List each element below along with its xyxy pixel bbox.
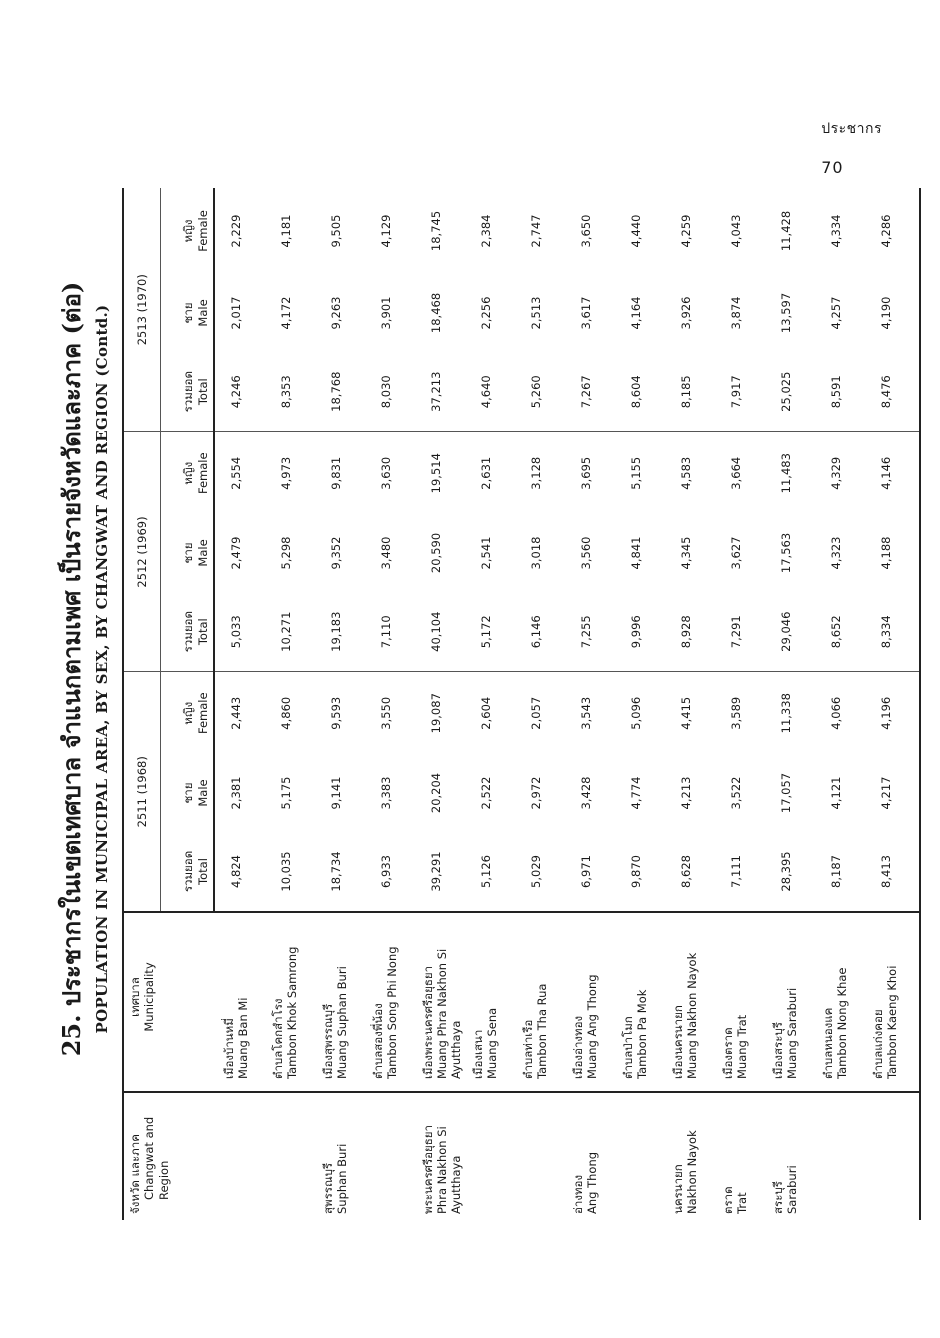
value-cell-female: 18,745: [429, 210, 443, 252]
value-cell-total: 9,870: [629, 855, 643, 888]
value-cell-male: 20,204: [429, 772, 443, 814]
value-cell-female: 4,329: [819, 432, 869, 514]
changwat-cell: [569, 1092, 619, 1220]
changwat-thai: พระนครศรีอยุธยา: [421, 1124, 435, 1214]
value-cell-male: 4,172: [279, 296, 293, 330]
header-female: หญิง Female: [161, 672, 215, 754]
title-number: 25.: [57, 1014, 86, 1057]
value-cell-female: 4,440: [629, 214, 643, 248]
value-cell-total: 4,824: [229, 855, 243, 888]
value-cell-female: 3,664: [719, 432, 769, 514]
municipality-cell: [214, 912, 269, 1092]
value-cell-male: 2,522: [479, 776, 493, 810]
municipality-cell: [469, 912, 519, 1092]
municipality-english: Muang Saraburi: [785, 987, 800, 1079]
header-year-2513: 2513 (1970): [123, 188, 161, 432]
value-cell-male: 4,841: [629, 536, 643, 570]
changwat-cell: [319, 1092, 369, 1220]
municipality-english: Muang Sena: [485, 1007, 500, 1079]
value-cell-female: 3,630: [369, 432, 419, 514]
header-male: ชาย Male: [161, 514, 215, 592]
municipality-english: Muang Nakhon Nayok: [685, 952, 700, 1079]
header-male: ชาย Male: [161, 754, 215, 832]
municipality-cell: [269, 912, 319, 1092]
value-cell-female: 4,146: [869, 432, 920, 514]
value-cell-total: 25,025: [779, 371, 793, 412]
value-cell-male: 4,257: [829, 296, 843, 330]
value-cell-male: 9,141: [329, 776, 343, 810]
value-cell-male: 4,217: [879, 776, 893, 810]
municipality-thai: เมืองนครนายก: [671, 1005, 685, 1079]
value-cell-female: 2,747: [529, 214, 543, 248]
municipality-thai: ตำบลสองพี่น้อง: [371, 1003, 385, 1079]
municipality-thai: ตำบลหนองแค: [821, 1007, 835, 1079]
value-cell-female: 5,155: [619, 432, 669, 514]
value-cell-female: 11,483: [769, 432, 819, 514]
value-cell-male: 4,213: [679, 776, 693, 810]
header-total: รวมยอด Total: [161, 592, 215, 672]
municipality-cell: [719, 912, 769, 1092]
municipality-thai: ตำบลป่าโมก: [621, 1016, 635, 1079]
municipality-english: Muang Phra Nakhon Si Ayutthaya: [435, 948, 464, 1079]
table-title: [52, 0, 111, 1338]
municipality-cell: [819, 912, 869, 1092]
header-total: รวมยอด Total: [161, 352, 215, 432]
value-cell-total: 8,187: [829, 855, 843, 888]
value-cell-female: 9,593: [319, 672, 369, 754]
municipality-english: Tambon Khok Samrong: [285, 946, 300, 1079]
title-thai: ประชากรในเขตเทศบาล จำแนกตามเพศ เป็นรายจังหวัดและภาค (ต่อ): [57, 281, 86, 1007]
value-cell-male: 3,926: [679, 296, 693, 330]
changwat-cell: [669, 1092, 719, 1220]
value-cell-female: 19,087: [419, 672, 469, 754]
value-cell-male: 18,468: [429, 292, 443, 334]
value-cell-total: 6,146: [529, 615, 543, 649]
value-cell-female: 9,505: [329, 214, 343, 248]
value-cell-total: 8,413: [879, 855, 893, 888]
value-cell-male: 2,479: [229, 536, 243, 570]
value-cell-total: 7,917: [729, 375, 743, 409]
value-cell-male: 9,352: [329, 536, 343, 570]
municipality-cell: [769, 912, 819, 1092]
value-cell-total: 4,246: [229, 375, 243, 409]
changwat-cell: [214, 1092, 269, 1220]
value-cell-male: 4,164: [629, 296, 643, 330]
municipality-thai: เมืองตราด: [721, 1027, 735, 1079]
municipality-thai: เมืองสุพรรณบุรี: [321, 1003, 335, 1079]
header-municipality: เทศบาล Municipality: [123, 912, 214, 1092]
header-total: รวมยอด Total: [161, 832, 215, 912]
changwat-cell: [419, 1092, 469, 1220]
value-cell-male: 2,017: [229, 296, 243, 330]
value-cell-female: 2,631: [469, 432, 519, 514]
value-cell-female: 3,695: [569, 432, 619, 514]
table-row: [869, 188, 920, 1220]
value-cell-male: 5,175: [279, 776, 293, 810]
value-cell-total: 5,172: [479, 615, 493, 649]
municipality-english: Muang Trat: [735, 1014, 750, 1079]
changwat-cell: [719, 1092, 769, 1220]
changwat-thai: สุพรรณบุรี: [321, 1162, 335, 1214]
table-row: [469, 188, 519, 1220]
title-english: POPULATION IN MUNICIPAL AREA, BY SEX, BY CHANGWAT AND REGION (Contd.): [93, 304, 111, 1034]
value-cell-male: 13,597: [779, 292, 793, 334]
page-number: 70: [821, 158, 844, 177]
table-row: [419, 188, 469, 1220]
value-cell-female: 2,057: [519, 672, 569, 754]
value-cell-total: 19,183: [329, 611, 343, 652]
municipality-thai: ตำบลโคกสำโรง: [271, 998, 285, 1079]
municipality-cell: [319, 912, 369, 1092]
value-cell-total: 8,591: [829, 375, 843, 409]
value-cell-male: 4,774: [629, 776, 643, 810]
value-cell-female: 19,514: [419, 432, 469, 514]
value-cell-female: 2,229: [229, 214, 243, 248]
value-cell-male: 3,627: [729, 536, 743, 570]
value-cell-female: 4,583: [669, 432, 719, 514]
value-cell-total: 8,476: [879, 375, 893, 409]
table-row: [719, 188, 769, 1220]
value-cell-total: 6,971: [579, 855, 593, 888]
value-cell-male: 20,590: [429, 532, 443, 574]
table-row: [319, 188, 369, 1220]
value-cell-female: 4,043: [729, 214, 743, 248]
value-cell-total: 7,110: [379, 615, 393, 649]
changwat-english: Saraburi: [785, 1165, 800, 1214]
changwat-thai: นครนายก: [671, 1164, 685, 1214]
table-row: [369, 188, 419, 1220]
table-row: [819, 188, 869, 1220]
value-cell-female: 9,831: [319, 432, 369, 514]
value-cell-total: 8,928: [679, 615, 693, 649]
changwat-english: Ang Thong: [585, 1151, 600, 1214]
value-cell-total: 7,255: [579, 615, 593, 649]
value-cell-female: 3,650: [579, 214, 593, 248]
municipality-thai: ตำบลแก่งคอย: [871, 1009, 885, 1079]
value-cell-female: 3,589: [719, 672, 769, 754]
changwat-cell: [369, 1092, 419, 1220]
table-row: [669, 188, 719, 1220]
value-cell-total: 37,213: [429, 371, 443, 412]
value-cell-male: 3,522: [729, 776, 743, 810]
value-cell-total: 10,271: [279, 611, 293, 652]
value-cell-female: 4,334: [829, 214, 843, 248]
changwat-cell: [269, 1092, 319, 1220]
changwat-thai: ตราด: [721, 1186, 735, 1214]
header-female: หญิง Female: [161, 432, 215, 514]
value-cell-total: 5,126: [479, 855, 493, 888]
value-cell-total: 8,353: [279, 375, 293, 409]
municipality-english: Muang Suphan Buri: [335, 966, 350, 1079]
value-cell-total: 7,291: [729, 615, 743, 649]
header-year-2512: 2512 (1969): [123, 432, 161, 672]
changwat-english: Suphan Buri: [335, 1143, 350, 1214]
municipality-cell: [369, 912, 419, 1092]
value-cell-total: 18,768: [329, 371, 343, 412]
value-cell-female: 4,286: [879, 214, 893, 248]
value-cell-male: 3,901: [379, 296, 393, 330]
changwat-cell: [869, 1092, 920, 1220]
value-cell-male: 5,298: [279, 536, 293, 570]
header-changwat: จังหวัด และภาค Changwat and Region: [123, 1092, 214, 1220]
population-table: [122, 188, 921, 1220]
value-cell-total: 40,104: [429, 611, 443, 652]
value-cell-male: 4,121: [829, 776, 843, 810]
municipality-english: Muang Ban Mi: [236, 997, 251, 1079]
value-cell-female: 5,096: [619, 672, 669, 754]
value-cell-male: 17,057: [779, 772, 793, 814]
municipality-cell: [669, 912, 719, 1092]
municipality-english: Tambon Nong Khae: [835, 967, 850, 1079]
table-row: [569, 188, 619, 1220]
value-cell-male: 4,323: [829, 536, 843, 570]
value-cell-total: 8,185: [679, 375, 693, 409]
value-cell-female: 2,604: [469, 672, 519, 754]
value-cell-male: 2,513: [529, 296, 543, 330]
changwat-english: Trat: [735, 1192, 750, 1214]
table-row: [619, 188, 669, 1220]
changwat-cell: [469, 1092, 519, 1220]
value-cell-female: 4,066: [819, 672, 869, 754]
municipality-thai: เมืองบ้านหมี่: [222, 1018, 236, 1079]
value-cell-female: 11,428: [779, 210, 793, 252]
municipality-thai: เมืองอ่างทอง: [571, 1015, 585, 1079]
value-cell-female: 4,181: [279, 214, 293, 248]
value-cell-total: 7,111: [729, 855, 743, 888]
value-cell-male: 3,874: [729, 296, 743, 330]
municipality-english: Tambon Pa Mok: [635, 989, 650, 1079]
value-cell-female: 4,860: [269, 672, 319, 754]
municipality-cell: [569, 912, 619, 1092]
table-row: [769, 188, 819, 1220]
municipality-english: Tambon Tha Rua: [535, 983, 550, 1079]
value-cell-total: 39,291: [429, 851, 443, 892]
value-cell-female: 2,443: [214, 672, 269, 754]
header-female: หญิง Female: [161, 188, 215, 274]
value-cell-total: 8,604: [629, 375, 643, 409]
value-cell-total: 8,652: [829, 615, 843, 649]
value-cell-male: 3,480: [379, 536, 393, 570]
value-cell-total: 10,035: [279, 851, 293, 892]
value-cell-total: 5,260: [529, 375, 543, 409]
header-year-2511: 2511 (1968): [123, 672, 161, 912]
value-cell-female: 4,973: [269, 432, 319, 514]
value-cell-female: 4,415: [669, 672, 719, 754]
municipality-cell: [519, 912, 569, 1092]
municipality-cell: [419, 912, 469, 1092]
changwat-english: Nakhon Nayok: [685, 1130, 700, 1214]
municipality-cell: [869, 912, 920, 1092]
municipality-english: Tambon Kaeng Khoi: [885, 965, 900, 1079]
municipality-thai: เมืองเสนา: [471, 1029, 485, 1079]
value-cell-total: 5,033: [229, 615, 243, 649]
value-cell-male: 2,541: [479, 536, 493, 570]
municipality-thai: ตำบลท่าเรือ: [521, 1019, 535, 1079]
value-cell-female: 4,196: [869, 672, 920, 754]
table-row: [214, 188, 269, 1220]
value-cell-female: 2,554: [214, 432, 269, 514]
table-row: [519, 188, 569, 1220]
changwat-cell: [769, 1092, 819, 1220]
value-cell-total: 29,046: [779, 611, 793, 652]
value-cell-total: 4,640: [479, 375, 493, 409]
value-cell-male: 2,381: [229, 776, 243, 810]
value-cell-male: 9,263: [329, 296, 343, 330]
value-cell-total: 18,734: [329, 851, 343, 892]
value-cell-male: 3,560: [579, 536, 593, 570]
changwat-cell: [619, 1092, 669, 1220]
municipality-cell: [619, 912, 669, 1092]
value-cell-male: 3,383: [379, 776, 393, 810]
changwat-thai: สระบุรี: [771, 1181, 785, 1214]
value-cell-total: 6,933: [379, 855, 393, 888]
table-row: [269, 188, 319, 1220]
value-cell-total: 28,395: [779, 851, 793, 892]
value-cell-male: 3,428: [579, 776, 593, 810]
value-cell-total: 5,029: [529, 855, 543, 888]
municipality-english: Tambon Song Phi Nong: [385, 946, 400, 1079]
value-cell-female: 3,550: [369, 672, 419, 754]
value-cell-female: 4,129: [379, 214, 393, 248]
value-cell-total: 9,996: [629, 615, 643, 649]
municipality-thai: เมืองสระบุรี: [771, 1022, 785, 1079]
value-cell-female: 11,338: [769, 672, 819, 754]
value-cell-female: 4,259: [679, 214, 693, 248]
value-cell-male: 2,256: [479, 296, 493, 330]
value-cell-total: 8,334: [879, 615, 893, 649]
value-cell-male: 2,972: [529, 776, 543, 810]
value-cell-male: 4,345: [679, 536, 693, 570]
changwat-cell: [519, 1092, 569, 1220]
changwat-thai: อ่างทอง: [571, 1174, 585, 1214]
value-cell-male: 3,617: [579, 296, 593, 330]
municipality-english: Muang Ang Thong: [585, 974, 600, 1079]
value-cell-female: 3,128: [519, 432, 569, 514]
value-cell-total: 8,628: [679, 855, 693, 888]
changwat-english: Phra Nakhon Si Ayutthaya: [435, 1126, 464, 1214]
value-cell-male: 17,563: [779, 532, 793, 574]
value-cell-female: 2,384: [479, 214, 493, 248]
value-cell-male: 4,190: [879, 296, 893, 330]
changwat-cell: [819, 1092, 869, 1220]
value-cell-total: 7,267: [579, 375, 593, 409]
value-cell-male: 3,018: [529, 536, 543, 570]
value-cell-male: 4,188: [879, 536, 893, 570]
value-cell-total: 8,030: [379, 375, 393, 409]
municipality-thai: เมืองพระนครศรีอยุธยา: [421, 965, 435, 1079]
section-label: ประชากร: [821, 121, 882, 137]
value-cell-female: 3,543: [569, 672, 619, 754]
header-male: ชาย Male: [161, 274, 215, 352]
